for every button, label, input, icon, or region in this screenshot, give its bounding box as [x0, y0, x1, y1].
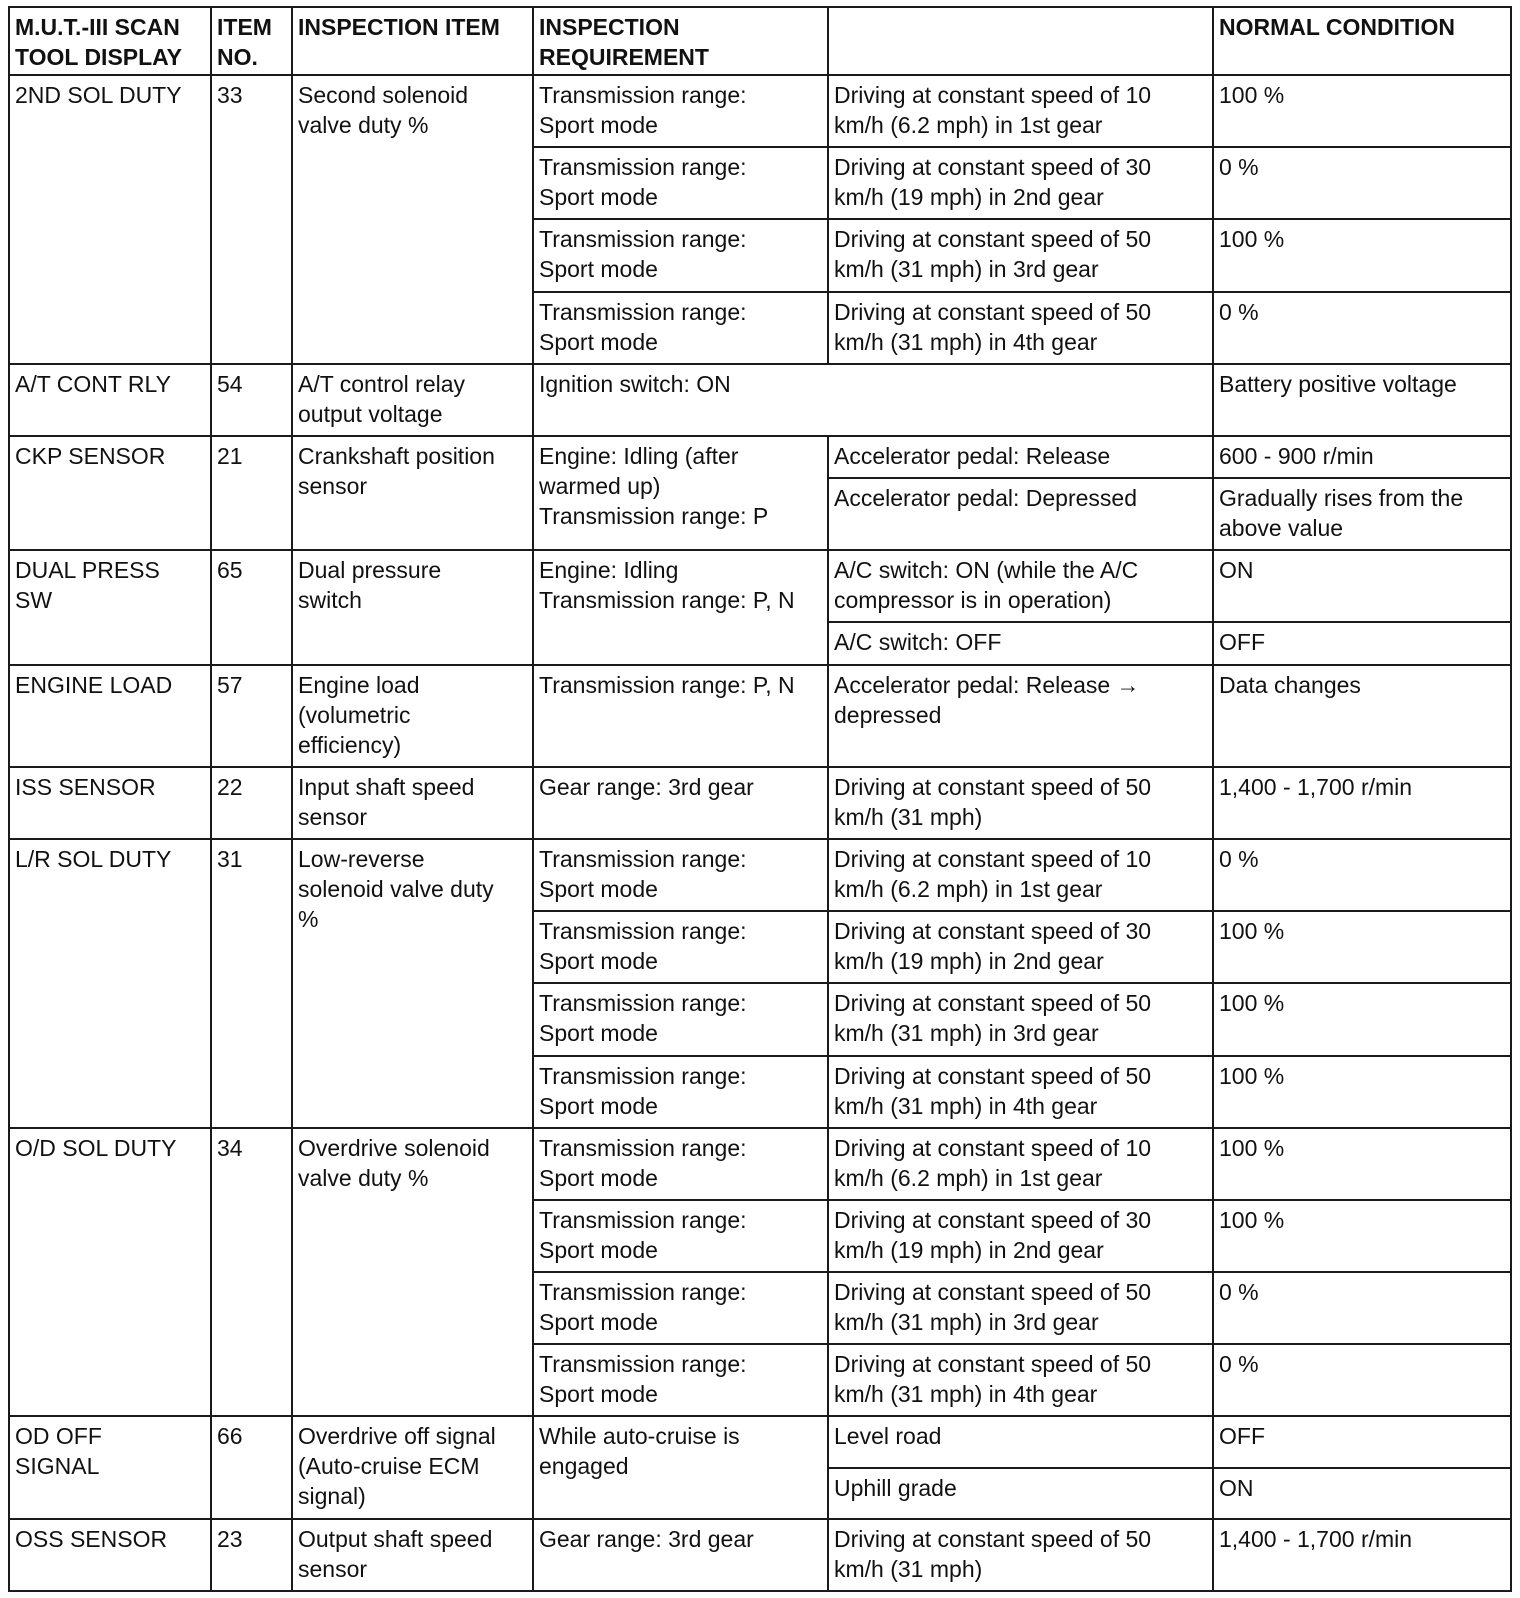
inspection-item-cell: Output shaft speed sensor: [292, 1519, 533, 1591]
requirement-cell: Transmission range: Sport mode: [533, 1344, 828, 1416]
normal-condition-cell: 0 %: [1213, 839, 1511, 911]
condition-detail-cell: Accelerator pedal: Release → depressed: [828, 665, 1213, 767]
item-no-cell: 54: [211, 364, 292, 436]
table-row: [9, 550, 1511, 622]
normal-condition-cell: 600 - 900 r/min: [1213, 436, 1511, 478]
normal-condition-cell: OFF: [1213, 622, 1511, 664]
normal-condition-cell: 0 %: [1213, 292, 1511, 364]
normal-condition-cell: ON: [1213, 1468, 1511, 1519]
display-cell: DUAL PRESS SW: [9, 550, 211, 664]
condition-detail-cell: Driving at constant speed of 50 km/h (31 mph) in 3rd gear: [828, 983, 1213, 1055]
requirement-cell: Transmission range: P, N: [533, 665, 828, 767]
item-no-cell: 65: [211, 550, 292, 664]
inspection-item-cell: Overdrive solenoid valve duty %: [292, 1128, 533, 1417]
inspection-item-cell: Overdrive off signal (Auto-cruise ECM signal): [292, 1416, 533, 1518]
normal-condition-cell: OFF: [1213, 1416, 1511, 1467]
condition-detail-cell: Level road: [828, 1416, 1213, 1467]
item-no-cell: 33: [211, 75, 292, 364]
requirement-cell: Engine: Idling Transmission range: P, N: [533, 550, 828, 664]
inspection-item-cell: Input shaft speed sensor: [292, 767, 533, 839]
requirement-cell: Transmission range: Sport mode: [533, 839, 828, 911]
condition-detail-cell: Uphill grade: [828, 1468, 1213, 1519]
item-no-cell: 34: [211, 1128, 292, 1417]
normal-condition-cell: 100 %: [1213, 1056, 1511, 1128]
header-normal-condition: NORMAL CONDITION: [1213, 7, 1511, 75]
normal-condition-cell: 100 %: [1213, 983, 1511, 1055]
condition-detail-cell: Driving at constant speed of 30 km/h (19 mph) in 2nd gear: [828, 147, 1213, 219]
normal-condition-cell: 0 %: [1213, 1344, 1511, 1416]
header-display: M.U.T.-III SCAN TOOL DISPLAY: [9, 7, 211, 75]
requirement-cell: Gear range: 3rd gear: [533, 1519, 828, 1591]
table-row: [9, 1128, 1511, 1200]
condition-detail-cell: Driving at constant speed of 50 km/h (31 mph) in 4th gear: [828, 1344, 1213, 1416]
header-inspection-requirement: INSPECTION REQUIREMENT: [533, 7, 828, 75]
inspection-item-cell: Engine load (volumetric efficiency): [292, 665, 533, 767]
normal-condition-cell: Battery positive voltage: [1213, 364, 1511, 436]
display-cell: ENGINE LOAD: [9, 665, 211, 767]
requirement-cell: Transmission range: Sport mode: [533, 983, 828, 1055]
requirement-cell: Transmission range: Sport mode: [533, 1056, 828, 1128]
display-cell: OSS SENSOR: [9, 1519, 211, 1591]
normal-condition-cell: Data changes: [1213, 665, 1511, 767]
item-no-cell: 22: [211, 767, 292, 839]
normal-condition-cell: 1,400 - 1,700 r/min: [1213, 1519, 1511, 1591]
table-row: [9, 767, 1511, 839]
normal-condition-cell: 0 %: [1213, 1272, 1511, 1344]
condition-detail-cell: Driving at constant speed of 10 km/h (6.2 mph) in 1st gear: [828, 839, 1213, 911]
display-cell: OD OFF SIGNAL: [9, 1416, 211, 1518]
display-cell: L/R SOL DUTY: [9, 839, 211, 1128]
header-item-no: ITEM NO.: [211, 7, 292, 75]
condition-detail-cell: Driving at constant speed of 10 km/h (6.2 mph) in 1st gear: [828, 1128, 1213, 1200]
display-cell: CKP SENSOR: [9, 436, 211, 550]
requirement-cell: Gear range: 3rd gear: [533, 767, 828, 839]
requirement-cell: Transmission range: Sport mode: [533, 911, 828, 983]
condition-detail-cell: Driving at constant speed of 50 km/h (31 mph): [828, 767, 1213, 839]
display-cell: A/T CONT RLY: [9, 364, 211, 436]
table-row: [9, 839, 1511, 911]
display-cell: 2ND SOL DUTY: [9, 75, 211, 364]
requirement-cell: Transmission range: Sport mode: [533, 1200, 828, 1272]
condition-detail-cell: Accelerator pedal: Release: [828, 436, 1213, 478]
normal-condition-cell: 1,400 - 1,700 r/min: [1213, 767, 1511, 839]
condition-detail-cell: Driving at constant speed of 50 km/h (31 mph) in 3rd gear: [828, 219, 1213, 291]
requirement-cell: Engine: Idling (after warmed up) Transmission range: P: [533, 436, 828, 550]
item-no-cell: 31: [211, 839, 292, 1128]
normal-condition-cell: 100 %: [1213, 1128, 1511, 1200]
inspection-item-cell: Second solenoid valve duty %: [292, 75, 533, 364]
condition-detail-cell: Driving at constant speed of 50 km/h (31 mph) in 4th gear: [828, 292, 1213, 364]
condition-detail-cell: Driving at constant speed of 50 km/h (31 mph) in 4th gear: [828, 1056, 1213, 1128]
item-no-cell: 21: [211, 436, 292, 550]
condition-detail-cell: Accelerator pedal: Depressed: [828, 478, 1213, 550]
item-no-cell: 66: [211, 1416, 292, 1518]
requirement-cell: Transmission range: Sport mode: [533, 1272, 828, 1344]
condition-detail-cell: A/C switch: ON (while the A/C compressor is in operation): [828, 550, 1213, 622]
requirement-cell: Transmission range: Sport mode: [533, 1128, 828, 1200]
requirement-cell: While auto-cruise is engaged: [533, 1416, 828, 1518]
table-row: [9, 1519, 1511, 1591]
inspection-table: [8, 6, 1512, 1592]
normal-condition-cell: 100 %: [1213, 1200, 1511, 1272]
display-cell: O/D SOL DUTY: [9, 1128, 211, 1417]
normal-condition-cell: 100 %: [1213, 219, 1511, 291]
inspection-item-cell: Low-reverse solenoid valve duty %: [292, 839, 533, 1128]
normal-condition-cell: 0 %: [1213, 147, 1511, 219]
condition-detail-cell: A/C switch: OFF: [828, 622, 1213, 664]
condition-detail-cell: Driving at constant speed of 10 km/h (6.2 mph) in 1st gear: [828, 75, 1213, 147]
inspection-item-cell: Dual pressure switch: [292, 550, 533, 664]
condition-detail-cell: Driving at constant speed of 50 km/h (31 mph) in 3rd gear: [828, 1272, 1213, 1344]
table-row: [9, 364, 1511, 436]
display-cell: ISS SENSOR: [9, 767, 211, 839]
condition-detail-cell: Driving at constant speed of 50 km/h (31 mph): [828, 1519, 1213, 1591]
requirement-cell: Transmission range: Sport mode: [533, 219, 828, 291]
requirement-cell: Transmission range: Sport mode: [533, 75, 828, 147]
item-no-cell: 23: [211, 1519, 292, 1591]
inspection-item-cell: A/T control relay output voltage: [292, 364, 533, 436]
table-row: [9, 436, 1511, 478]
table-row: [9, 75, 1511, 147]
normal-condition-cell: ON: [1213, 550, 1511, 622]
header-condition-detail: [828, 7, 1213, 75]
header-inspection-item: INSPECTION ITEM: [292, 7, 533, 75]
requirement-cell: Transmission range: Sport mode: [533, 292, 828, 364]
item-no-cell: 57: [211, 665, 292, 767]
normal-condition-cell: Gradually rises from the above value: [1213, 478, 1511, 550]
normal-condition-cell: 100 %: [1213, 75, 1511, 147]
inspection-item-cell: Crankshaft position sensor: [292, 436, 533, 550]
normal-condition-cell: 100 %: [1213, 911, 1511, 983]
table-row: [9, 665, 1511, 767]
header-row: [9, 7, 1511, 75]
table-row: [9, 1416, 1511, 1467]
requirement-cell: Ignition switch: ON: [533, 364, 1213, 436]
requirement-cell: Transmission range: Sport mode: [533, 147, 828, 219]
condition-detail-cell: Driving at constant speed of 30 km/h (19 mph) in 2nd gear: [828, 1200, 1213, 1272]
condition-detail-cell: Driving at constant speed of 30 km/h (19 mph) in 2nd gear: [828, 911, 1213, 983]
